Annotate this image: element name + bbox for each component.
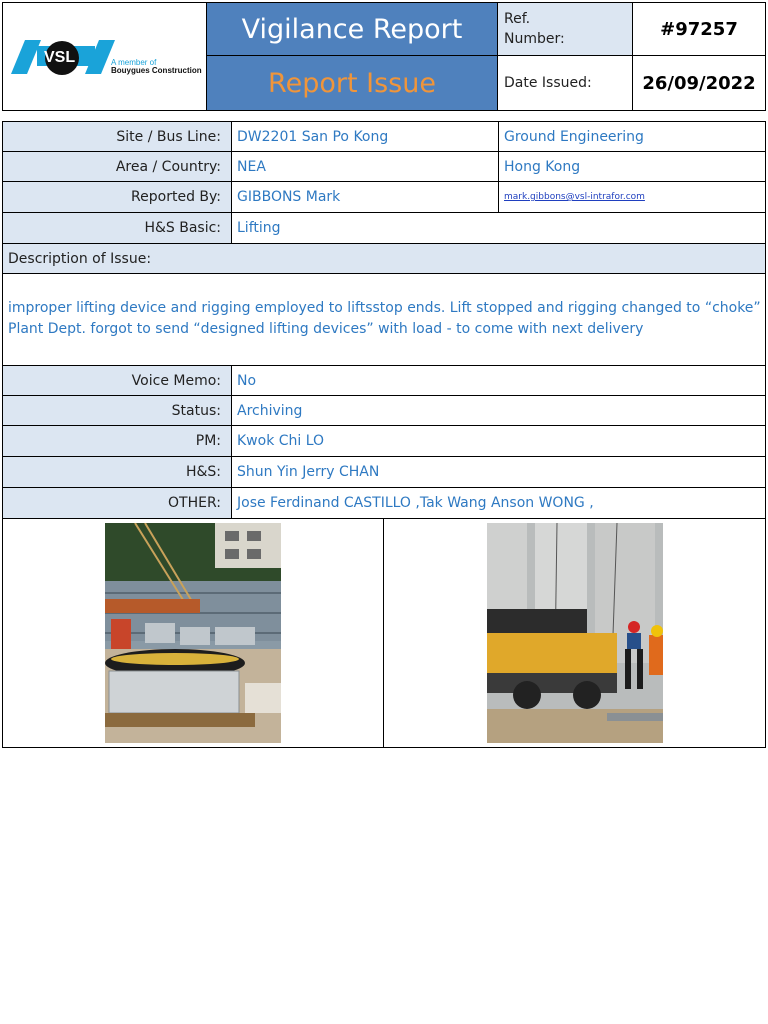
ref-label-line2: Number:: [504, 31, 565, 47]
hs-value: Shun Yin Jerry CHAN: [231, 456, 766, 488]
logo-tagline-1: A member of: [111, 58, 157, 67]
photo-cell-1: [2, 518, 384, 748]
hs-basic-label: H&S Basic:: [2, 212, 232, 244]
photo-cell-2: [383, 518, 766, 748]
description-body: [2, 273, 766, 366]
status-label: Status:: [2, 395, 232, 426]
voice-memo-label: Voice Memo:: [2, 365, 232, 396]
site-photo-1[interactable]: [105, 523, 281, 743]
reporter-email-link[interactable]: mark.gibbons@vsl-intrafor.com: [504, 192, 645, 202]
vsl-logo: [7, 28, 207, 88]
description-line-1: improper lifting device and rigging employed to liftsstop ends. Lift stopped and rigging changed to “choke”: [8, 300, 761, 316]
logo-tagline-2: Bouygues Construction: [111, 66, 202, 75]
pm-value: Kwok Chi LO: [231, 425, 766, 457]
area-label: Area / Country:: [2, 151, 232, 182]
report-title: Vigilance Report: [206, 2, 498, 56]
country-value: Hong Kong: [498, 151, 766, 182]
voice-memo-value: No: [231, 365, 766, 396]
reported-by-label: Reported By:: [2, 181, 232, 213]
description-label: Description of Issue:: [2, 243, 766, 274]
ref-label-line1: Ref.: [504, 11, 531, 27]
site-photo-2[interactable]: [487, 523, 663, 743]
logo-wordmark: VSL: [44, 49, 76, 66]
company-logo-cell: [2, 2, 207, 111]
site-label: Site / Bus Line:: [2, 121, 232, 152]
ref-number-value: #97257: [632, 2, 766, 56]
reporter-email-cell: [498, 181, 766, 213]
site-division: Ground Engineering: [498, 121, 766, 152]
date-issued-value: 26/09/2022: [632, 55, 766, 111]
description-line-2: Plant Dept. forgot to send “designed lifting devices” with load - to come with next delivery: [8, 321, 644, 337]
date-issued-label: Date Issued:: [497, 55, 633, 111]
report-subtitle: Report Issue: [206, 55, 498, 111]
hs-label: H&S:: [2, 456, 232, 488]
ref-number-label: [497, 2, 633, 56]
area-value: NEA: [231, 151, 499, 182]
other-value: Jose Ferdinand CASTILLO ,Tak Wang Anson WONG ,: [231, 487, 766, 519]
pm-label: PM:: [2, 425, 232, 457]
site-value: DW2201 San Po Kong: [231, 121, 499, 152]
other-label: OTHER:: [2, 487, 232, 519]
hs-basic-value: Lifting: [231, 212, 766, 244]
status-value: Archiving: [231, 395, 766, 426]
reported-by-value: GIBBONS Mark: [231, 181, 499, 213]
